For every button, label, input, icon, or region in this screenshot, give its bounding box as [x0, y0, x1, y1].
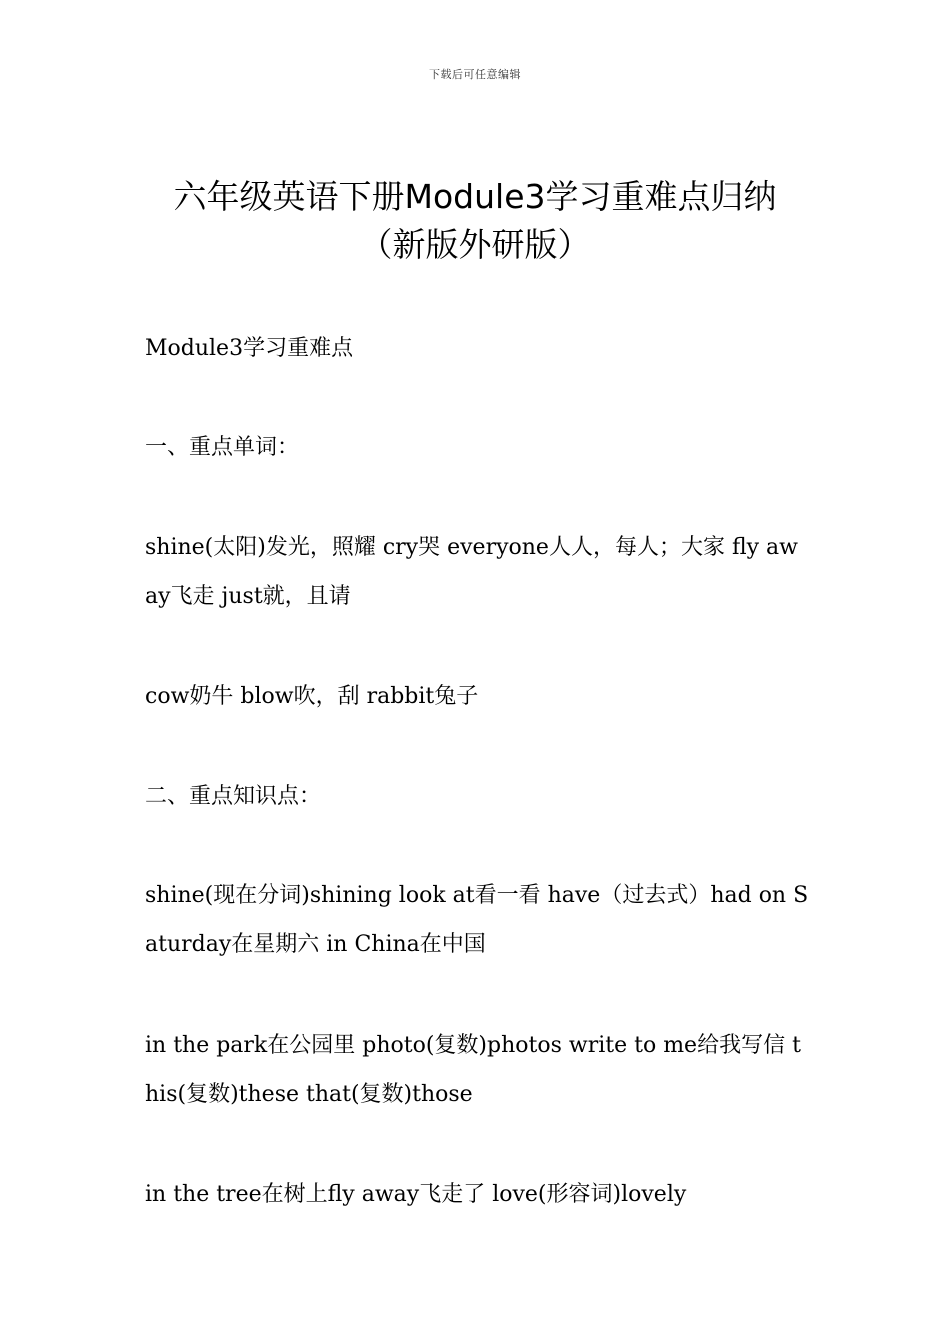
document-title-line-2: （新版外研版）	[359, 225, 591, 264]
header-note: 下载后可任意编辑	[429, 68, 521, 81]
section-heading-key-words: 一、重点单词：	[145, 435, 300, 460]
section-heading-module3: Module3学习重难点	[145, 336, 354, 361]
document-title-line-1: 六年级英语下册Module3学习重难点归纳	[173, 177, 777, 216]
paragraph-key-points-1: shine(现在分词)shining look at看一看 have（过去式）had on Saturday在星期六 in China在中国	[145, 883, 809, 957]
paragraph-key-points-3: in the tree在树上fly away飞走了 love(形容词)lovely	[145, 1182, 687, 1207]
paragraph-key-points-2: in the park在公园里 photo(复数)photos write to me给我写信 this(复数)these that(复数)those	[145, 1033, 801, 1107]
document-title	[100, 173, 850, 269]
paragraph-key-words-2: cow奶牛 blow吹，刮 rabbit兔子	[145, 684, 479, 709]
paragraph-key-words-1: shine(太阳)发光，照耀 cry哭 everyone人人，每人；大家 fly away飞走 just就，且请	[145, 535, 798, 609]
section-heading-key-points: 二、重点知识点：	[145, 784, 322, 809]
